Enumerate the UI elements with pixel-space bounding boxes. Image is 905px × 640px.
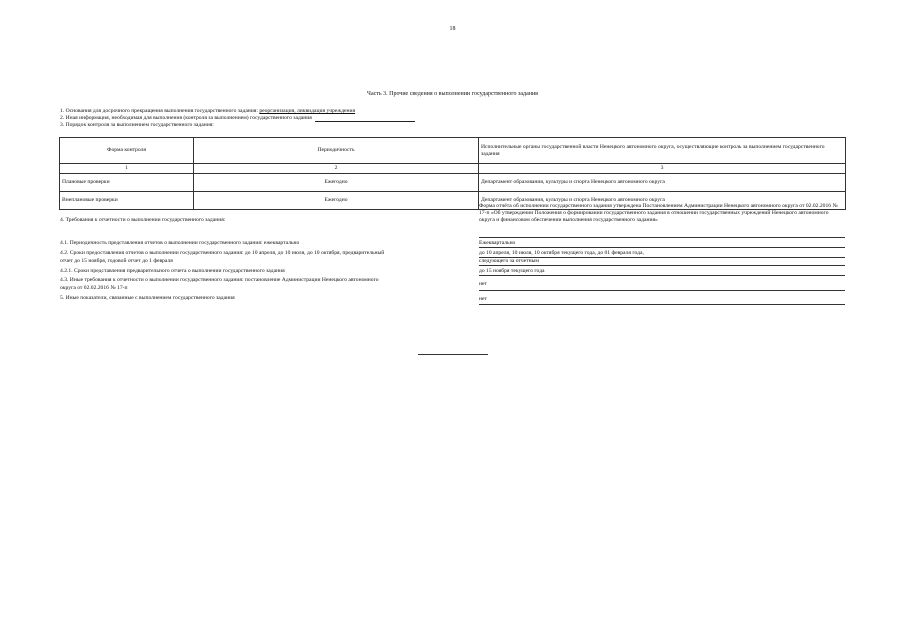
col-number: 2 (194, 164, 479, 174)
header-authorities: Исполнительные органы государственной власти Ненецкого автономного округа, осуществляющие контроль за выполнением государственного задания (479, 138, 846, 164)
cell-authority: Департамент образования, культуры и спорта Ненецкого автономного округа (479, 174, 846, 192)
req-4-2-label-b: отчет до 15 ноября, годовой отчет до 1 февраля (60, 258, 173, 264)
control-table-header (60, 138, 846, 164)
req-4-2-1-label: 4.2.1. Сроки представления предварительного отчета о выполнении государственного задания (60, 268, 285, 274)
item-1-value: реорганизация, ликвидация учреждения (259, 108, 356, 114)
header-form: Форма контроля (60, 138, 194, 164)
item-2-label: 2. Иная информация, необходимая для выполнения (контроля за выполнением) государственного задания (60, 115, 312, 121)
req-4-2-value-b: следующего за отчетным (479, 258, 845, 266)
item-1 (60, 108, 355, 115)
control-table-numbers (60, 164, 846, 174)
req-5-label: 5. Иные показатели, связанные с выполнением государственного задания (60, 295, 235, 301)
req-4-2-value-a: до 10 апреля, 10 июля, 10 октября текущего года, до 01 февраля года, (479, 250, 845, 258)
req-4-3-value: нет (479, 281, 845, 291)
item-1-label: 1. Основания для досрочного прекращения выполнения государственного задания: (60, 108, 258, 114)
req-4-1-value: Ежеквартально (479, 240, 845, 248)
cell-periodicity: Ежегодно (194, 174, 479, 192)
cell-periodicity: Ежегодно (194, 192, 479, 210)
req-4-2-label-a: 4.2. Сроки предоставления отчетов о выполнении государственного задания: до 10 апреля, до 10 июля, до 10 октября, предварительный (60, 250, 385, 256)
page-number: 18 (449, 26, 456, 32)
cell-form: Внеплановые проверки (60, 192, 194, 210)
col-number: 3 (479, 164, 846, 174)
req-4-value: Форма отчёта об исполнении государственного задания утверждена Постановлением Администрации Ненецкого автономного округа от 02.02.2016 № 17-п «Об утверждении Положения о формировании государственного задания в отношении государственных учреждений Ненецкого автономного округа и финансовом обеспечении выполнения государственного задания» (479, 203, 845, 238)
part-title: Часть 3. Прочие сведения о выполнении государственного задания (367, 91, 538, 97)
col-number: 1 (60, 164, 194, 174)
req-4-2-1-value: до 15 ноября текущего года (479, 268, 845, 276)
item-2-blank (315, 116, 415, 122)
req-4-1-label: 4.1. Периодичность представления отчетов о выполнении государственного задания: ежеквартально (60, 240, 300, 246)
cell-form: Плановые проверки (60, 174, 194, 192)
closing-divider (418, 354, 488, 355)
header-periodicity: Периодичность (194, 138, 479, 164)
item-2 (60, 115, 415, 122)
req-4-3-label-a: 4.3. Иные требования к отчетности о выполнении государственного задания: постановление Администрации Ненецкого автономного (60, 277, 379, 283)
item-3-label: 3. Порядок контроля за выполнением государственного задания: (60, 122, 214, 128)
req-4-label: 4. Требования к отчетности о выполнении государственного задания: (60, 217, 226, 223)
req-5-value: нет (479, 296, 845, 305)
req-4-3-label-b: округа от 02.02.2016 № 17-п (60, 285, 128, 291)
table-row (60, 174, 846, 192)
cell-authority: Департамент образования, культуры и спорта Ненецкого автономного округа (479, 192, 846, 210)
control-table (59, 137, 846, 210)
